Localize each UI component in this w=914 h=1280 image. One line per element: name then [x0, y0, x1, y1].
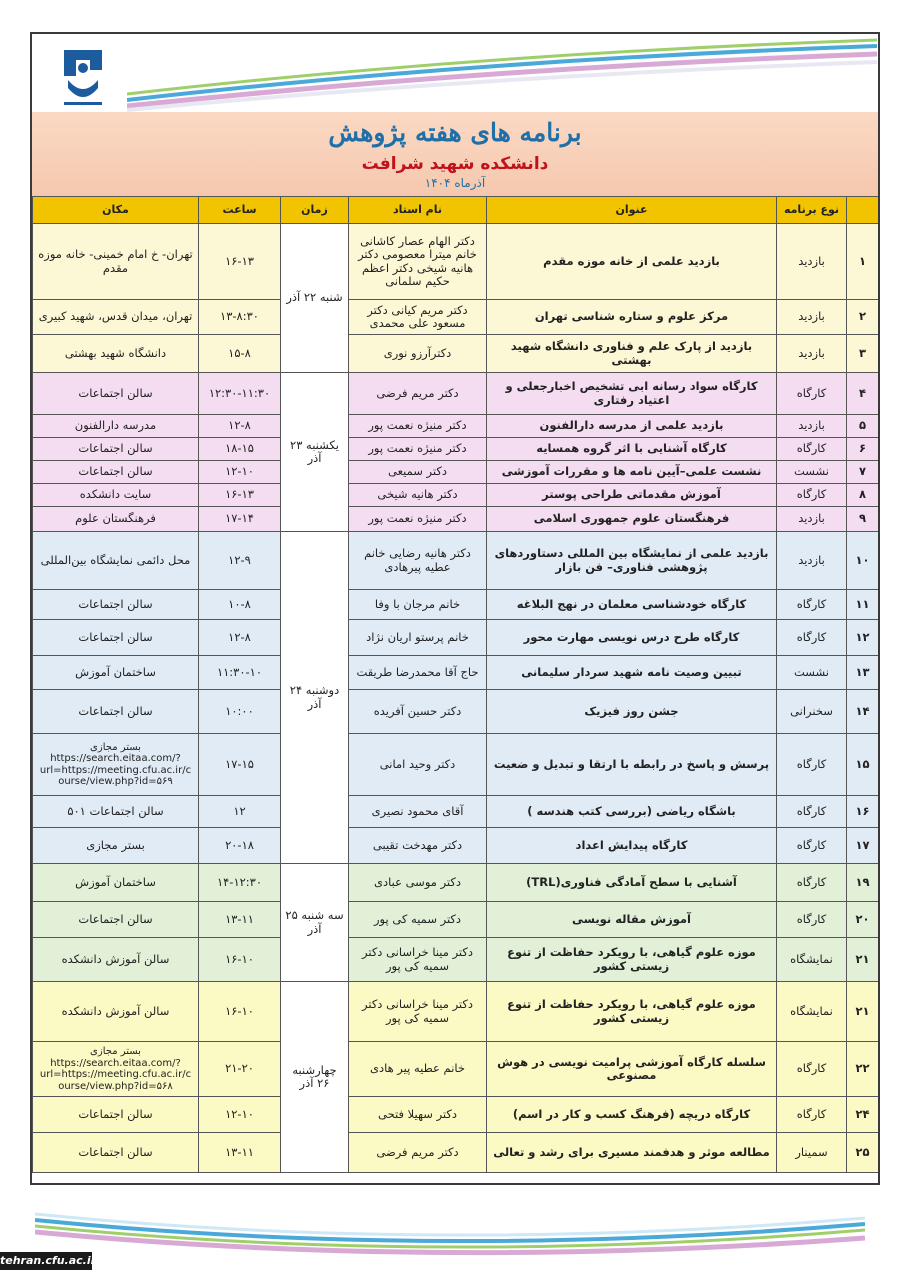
row-professor: دکتر مینا خراسانی دکتر سمیه کی پور — [349, 938, 487, 982]
table-row — [33, 373, 879, 415]
row-title: کارگاه پیدایش اعداد — [487, 828, 777, 864]
row-place: سالن اجتماعات — [33, 690, 199, 734]
row-place: سالن آموزش دانشکده — [33, 938, 199, 982]
table-row — [33, 335, 879, 373]
row-type: کارگاه — [777, 1097, 847, 1133]
row-type: کارگاه — [777, 864, 847, 902]
row-type: کارگاه — [777, 828, 847, 864]
row-professor: دکترآرزو نوری — [349, 335, 487, 373]
row-type: نشست — [777, 656, 847, 690]
row-place: سالن اجتماعات — [33, 461, 199, 484]
row-number: ۲۴ — [847, 1097, 879, 1133]
university-logo — [42, 36, 124, 114]
row-number: ۱۰ — [847, 532, 879, 590]
row-professor: دکتر حسین آفریده — [349, 690, 487, 734]
row-time: ۱۲-۱۰ — [199, 461, 281, 484]
table-row — [33, 438, 879, 461]
row-time: ۱۶-۱۰ — [199, 982, 281, 1042]
row-professor: دکتر منیژه نعمت پور — [349, 438, 487, 461]
table-row — [33, 796, 879, 828]
row-place: سالن اجتماعات — [33, 438, 199, 461]
row-type: نمایشگاه — [777, 982, 847, 1042]
row-time: ۱۲-۹ — [199, 532, 281, 590]
row-title: کارگاه خودشناسی معلمان در نهج البلاغه — [487, 590, 777, 620]
row-title: بازدید علمی از خانه موزه مقدم — [487, 224, 777, 300]
row-time: ۱۵-۸ — [199, 335, 281, 373]
row-type: سمینار — [777, 1133, 847, 1173]
row-title: بازدید علمی از نمایشگاه بین المللی دستاوردهای پژوهشی فناوری– فن بازار — [487, 532, 777, 590]
row-professor: حاج آقا محمدرضا طریقت — [349, 656, 487, 690]
row-title: جشن روز فیزیک — [487, 690, 777, 734]
row-professor: دکتر هانیه رضایی خانم عطیه پیرهادی — [349, 532, 487, 590]
row-type: نشست — [777, 461, 847, 484]
row-number: ۲ — [847, 300, 879, 335]
row-time: ۱۰-۸ — [199, 590, 281, 620]
row-place: سالن اجتماعات — [33, 373, 199, 415]
row-type: بازدید — [777, 335, 847, 373]
row-number: ۴ — [847, 373, 879, 415]
row-time: ۱۳-۱۱ — [199, 1133, 281, 1173]
row-place: سالن اجتماعات — [33, 902, 199, 938]
table-row — [33, 982, 879, 1042]
row-professor: دکتر سمیه کی پور — [349, 902, 487, 938]
col-title: عنوان — [487, 197, 777, 224]
row-place: سالن آموزش دانشکده — [33, 982, 199, 1042]
event-date: آذرماه ۱۴۰۴ — [424, 176, 486, 190]
row-professor: دکتر سهیلا فتحی — [349, 1097, 487, 1133]
row-number: ۱۹ — [847, 864, 879, 902]
row-time: ۱۷-۱۵ — [199, 734, 281, 796]
row-title: باشگاه ریاضی (بررسی کتب هندسه ) — [487, 796, 777, 828]
row-number: ۲۵ — [847, 1133, 879, 1173]
row-time: ۱۶-۱۰ — [199, 938, 281, 982]
row-type: کارگاه — [777, 734, 847, 796]
row-place: محل دائمی نمایشگاه بین‌المللی — [33, 532, 199, 590]
col-time: ساعت — [199, 197, 281, 224]
row-number: ۵ — [847, 415, 879, 438]
col-place: مکان — [33, 197, 199, 224]
row-number: ۷ — [847, 461, 879, 484]
schedule-body — [33, 224, 879, 1173]
row-professor: دکتر مریم کیانی دکتر مسعود علی محمدی — [349, 300, 487, 335]
decorative-footer-swoosh — [35, 1200, 865, 1260]
row-number: ۱۶ — [847, 796, 879, 828]
row-title: بازدید علمی از مدرسه دارالفنون — [487, 415, 777, 438]
table-row — [33, 828, 879, 864]
row-title: موزه علوم گیاهی، با رویکرد حفاظت از تنوع زیستی کشور — [487, 938, 777, 982]
row-professor: دکتر مهدخت تقیبی — [349, 828, 487, 864]
row-time: ۲۱-۲۰ — [199, 1042, 281, 1097]
day-label: دوشنبه ۲۴ آذر — [281, 532, 349, 864]
page-title: برنامه های هفته پژوهش — [328, 118, 582, 147]
row-professor: دکتر مینا خراسانی دکتر سمیه کی پور — [349, 982, 487, 1042]
row-place: فرهنگستان علوم — [33, 507, 199, 532]
row-type: کارگاه — [777, 620, 847, 656]
row-place: سالن اجتماعات — [33, 620, 199, 656]
table-row — [33, 938, 879, 982]
table-row — [33, 864, 879, 902]
col-professor: نام استاد — [349, 197, 487, 224]
row-place: سایت دانشکده — [33, 484, 199, 507]
row-number: ۲۱ — [847, 938, 879, 982]
row-number: ۲۲ — [847, 1042, 879, 1097]
row-time: ۱۲-۱۰ — [199, 1097, 281, 1133]
table-row — [33, 656, 879, 690]
row-number: ۶ — [847, 438, 879, 461]
row-number: ۱۷ — [847, 828, 879, 864]
table-row — [33, 532, 879, 590]
row-time: ۱۳-۸:۳۰ — [199, 300, 281, 335]
table-row — [33, 590, 879, 620]
row-title: نشست علمی–آیین نامه ها و مقررات آموزشی — [487, 461, 777, 484]
table-row — [33, 484, 879, 507]
row-time: ۱۱:۳۰-۱۰ — [199, 656, 281, 690]
day-label: شنبه ۲۲ آذر — [281, 224, 349, 373]
table-header-row — [33, 197, 879, 224]
row-place: دانشگاه شهید بهشتی — [33, 335, 199, 373]
row-type: کارگاه — [777, 438, 847, 461]
row-type: کارگاه — [777, 796, 847, 828]
row-type: بازدید — [777, 415, 847, 438]
row-place: تهران، میدان قدس، شهید کبیری — [33, 300, 199, 335]
row-time: ۱۶-۱۳ — [199, 484, 281, 507]
row-professor: دکتر سمیعی — [349, 461, 487, 484]
row-number: ۳ — [847, 335, 879, 373]
faculty-name: دانشکده شهید شرافت — [361, 154, 549, 174]
row-time: ۱۲-۸ — [199, 620, 281, 656]
table-row — [33, 902, 879, 938]
table-row — [33, 1042, 879, 1097]
row-professor: دکتر منیژه نعمت پور — [349, 415, 487, 438]
row-title: موزه علوم گیاهی، با رویکرد حفاظت از تنوع زیستی کشور — [487, 982, 777, 1042]
row-title: پرسش و پاسخ در رابطه با ارتقا و تبدیل و ضعیت — [487, 734, 777, 796]
row-title: آموزش مقدماتی طراحی پوستر — [487, 484, 777, 507]
row-time: ۱۷-۱۴ — [199, 507, 281, 532]
row-place: ساختمان آموزش — [33, 864, 199, 902]
row-place: سالن اجتماعات — [33, 1133, 199, 1173]
row-place: ساختمان آموزش — [33, 656, 199, 690]
table-row — [33, 1097, 879, 1133]
row-professor: دکتر منیژه نعمت پور — [349, 507, 487, 532]
table-row — [33, 734, 879, 796]
decorative-swoosh — [127, 34, 877, 114]
day-label: یکشنبه ۲۳ آذر — [281, 373, 349, 532]
row-type: کارگاه — [777, 902, 847, 938]
row-title: کارگاه سواد رسانه ابی تشخیص اخبارجعلی و اعتیاد رفتاری — [487, 373, 777, 415]
row-place: مدرسه دارالفنون — [33, 415, 199, 438]
row-place: بستر مجازی — [33, 828, 199, 864]
row-number: ۱۳ — [847, 656, 879, 690]
row-professor: خانم مرجان با وفا — [349, 590, 487, 620]
poster-header — [32, 112, 878, 196]
row-time: ۱۰:۰۰ — [199, 690, 281, 734]
row-type: کارگاه — [777, 590, 847, 620]
row-place: سالن اجتماعات — [33, 590, 199, 620]
table-row — [33, 415, 879, 438]
row-title: کارگاه آشنایی با اثر گروه همسایه — [487, 438, 777, 461]
row-number: ۲۰ — [847, 902, 879, 938]
row-title: آموزش مقاله نویسی — [487, 902, 777, 938]
row-title: تبیین وصیت نامه شهید سردار سلیمانی — [487, 656, 777, 690]
site-watermark: tehran.cfu.ac.ir — [0, 1252, 92, 1270]
row-time: ۱۶-۱۳ — [199, 224, 281, 300]
row-title: مطالعه موثر و هدفمند مسیری برای رشد و تعالی — [487, 1133, 777, 1173]
row-time: ۱۴-۱۲:۳۰ — [199, 864, 281, 902]
row-type: بازدید — [777, 300, 847, 335]
row-place: بستر مجازی https://search.eitaa.com/?url=https://meeting.cfu.ac.ir/course/view.php?id=۵۶۸ — [33, 1042, 199, 1097]
table-row — [33, 620, 879, 656]
row-professor: دکتر وحید امانی — [349, 734, 487, 796]
row-title: کارگاه طرح درس نویسی مهارت محور — [487, 620, 777, 656]
row-title: کارگاه دریچه (فرهنگ کسب و کار در اسم) — [487, 1097, 777, 1133]
program-poster — [30, 32, 880, 1185]
row-type: کارگاه — [777, 373, 847, 415]
row-number: ۱۱ — [847, 590, 879, 620]
row-number: ۸ — [847, 484, 879, 507]
table-row — [33, 690, 879, 734]
row-number: ۱۴ — [847, 690, 879, 734]
row-type: بازدید — [777, 532, 847, 590]
table-row — [33, 300, 879, 335]
row-title: آشنایی با سطح آمادگی فناوری(TRL) — [487, 864, 777, 902]
day-label: چهارشنبه ۲۶ آذر — [281, 982, 349, 1173]
row-professor: دکتر الهام عصار کاشانی خانم میترا معصومی دکتر هانیه شیخی دکتر اعظم حکیم سلمانی — [349, 224, 487, 300]
table-row — [33, 1133, 879, 1173]
row-place: بستر مجازی https://search.eitaa.com/?url=https://meeting.cfu.ac.ir/course/view.php?id=۵۶۹ — [33, 734, 199, 796]
row-title: سلسله کارگاه آموزشی پرامیت نویسی در هوش مصنوعی — [487, 1042, 777, 1097]
row-professor: دکتر مریم فرضی — [349, 1133, 487, 1173]
row-title: مرکز علوم و ستاره شناسی تهران — [487, 300, 777, 335]
row-time: ۱۲-۸ — [199, 415, 281, 438]
row-number: ۱۵ — [847, 734, 879, 796]
row-number: ۲۱ — [847, 982, 879, 1042]
row-time: ۲۰-۱۸ — [199, 828, 281, 864]
row-number: ۹ — [847, 507, 879, 532]
table-row — [33, 461, 879, 484]
row-type: سخنرانی — [777, 690, 847, 734]
row-professor: دکتر هانیه شیخی — [349, 484, 487, 507]
row-time: ۱۲:۳۰-۱۱:۳۰ — [199, 373, 281, 415]
row-place: تهران- خ امام خمینی- خانه موزه مقدم — [33, 224, 199, 300]
col-number — [847, 197, 879, 224]
row-professor: دکتر مریم فرضی — [349, 373, 487, 415]
table-row — [33, 507, 879, 532]
row-type: کارگاه — [777, 1042, 847, 1097]
row-place: سالن اجتماعات — [33, 1097, 199, 1133]
col-day: زمان — [281, 197, 349, 224]
row-time: ۱۸-۱۵ — [199, 438, 281, 461]
row-professor: خانم پرستو اریان نژاد — [349, 620, 487, 656]
row-professor: آقای محمود نصیری — [349, 796, 487, 828]
row-type: بازدید — [777, 507, 847, 532]
row-title: بازدید از پارک علم و فناوری دانشگاه شهید بهشتی — [487, 335, 777, 373]
row-professor: خانم عطیه پیر هادی — [349, 1042, 487, 1097]
table-row — [33, 224, 879, 300]
row-number: ۱ — [847, 224, 879, 300]
row-type: نمایشگاه — [777, 938, 847, 982]
day-label: سه شنبه ۲۵ آذر — [281, 864, 349, 982]
row-time: ۱۲ — [199, 796, 281, 828]
row-place: سالن اجتماعات ۵۰۱ — [33, 796, 199, 828]
col-type: نوع برنامه — [777, 197, 847, 224]
row-type: کارگاه — [777, 484, 847, 507]
schedule-table — [32, 196, 879, 1173]
row-professor: دکتر موسی عبادی — [349, 864, 487, 902]
row-title: فرهنگستان علوم جمهوری اسلامی — [487, 507, 777, 532]
row-time: ۱۳-۱۱ — [199, 902, 281, 938]
row-type: بازدید — [777, 224, 847, 300]
row-number: ۱۲ — [847, 620, 879, 656]
